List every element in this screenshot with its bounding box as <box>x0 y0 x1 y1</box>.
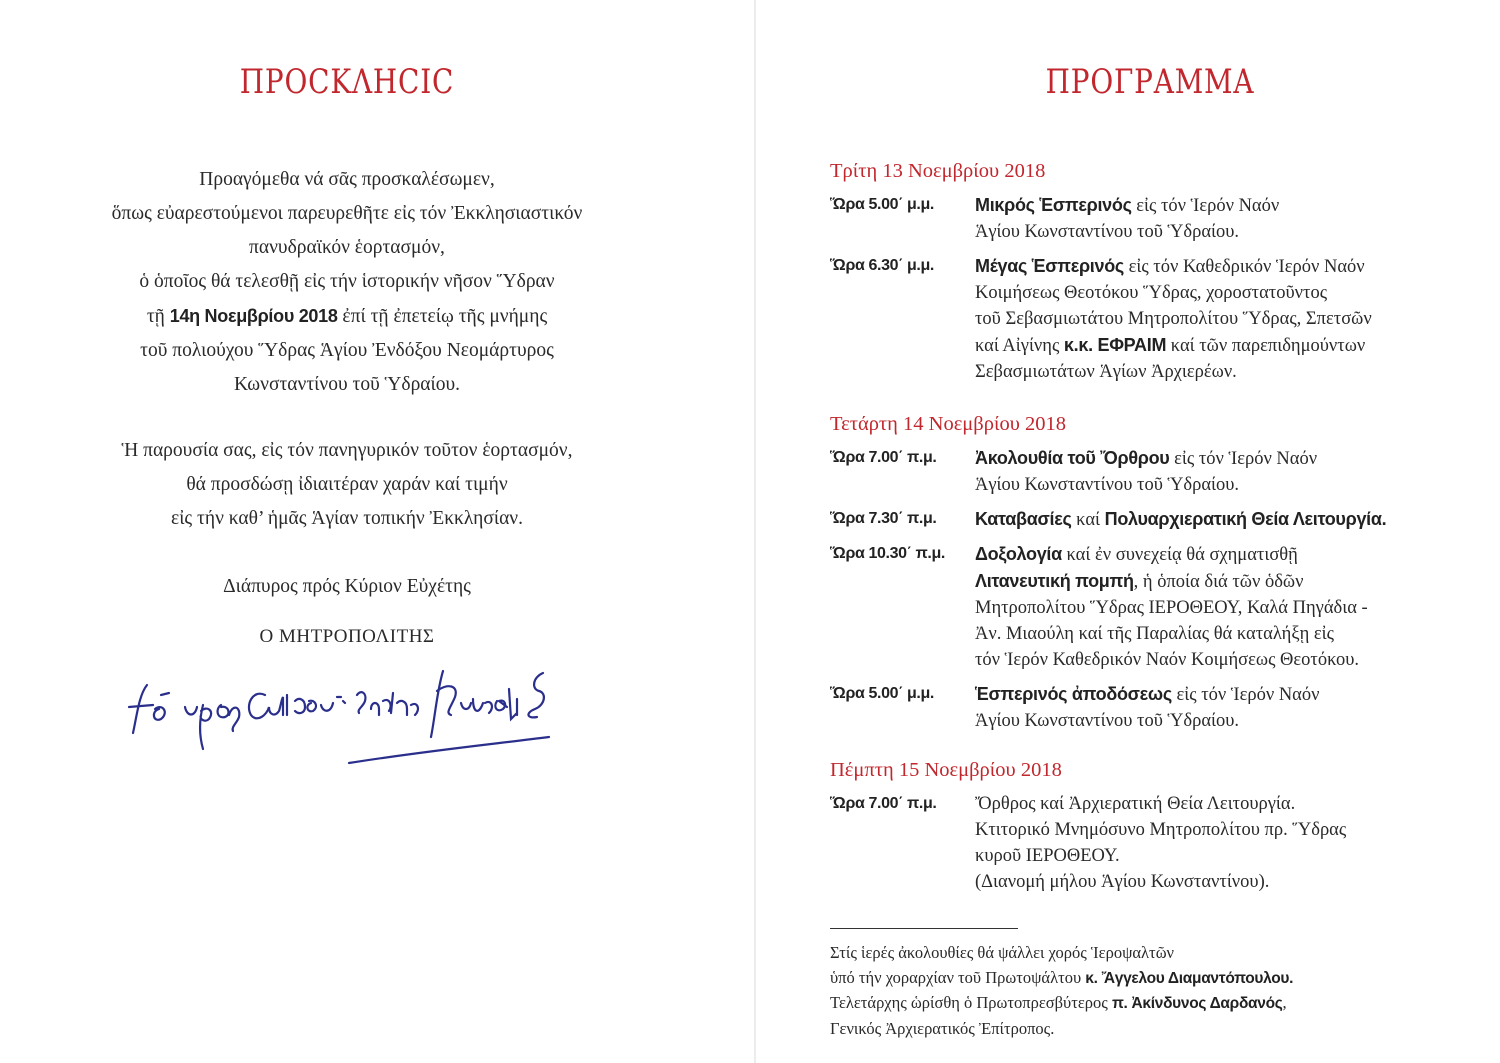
text-line <box>975 621 1450 647</box>
text-segment: Προαγόμεθα νά σᾶς προσκαλέσωμεν, <box>199 169 495 190</box>
text-line <box>975 192 1450 219</box>
text-segment: Κοιμήσεως Θεοτόκου Ὕδρας, χοροστατοῦντος <box>975 283 1328 303</box>
text-segment: ὁ ὁποῖος θά τελεσθῇ εἰς τήν ἱστορικήν νῆσον Ὕδραν <box>139 271 555 292</box>
bold-text: κ.κ. ΕΦΡΑΙΜ <box>1063 335 1167 355</box>
text-line <box>830 991 1293 1017</box>
event-time: Ὥρα 6.30΄ μ.μ. <box>830 257 934 274</box>
signatory: Ο ΜΗΤΡΟΠΟΛΙΤΗΣ <box>259 626 435 647</box>
text-segment: ἐπί τῇ ἐπετείῳ τῆς μνήμης <box>337 306 548 327</box>
day-heading: Τετάρτη 14 Νοεμβρίου 2018 <box>830 413 1066 435</box>
text-line <box>975 843 1450 869</box>
text-segment: εἰς τήν καθ’ ἡμᾶς Ἁγίαν τοπικήν Ἐκκλησίαν. <box>171 508 523 529</box>
event-row <box>830 791 1450 895</box>
bold-text: Δοξολογία <box>975 544 1062 564</box>
bold-text: Ἑσπερινός ἀποδόσεως <box>975 684 1172 704</box>
text-line <box>975 817 1450 843</box>
text-segment: καί ἐν συνεχείᾳ θά σχηματισθῇ <box>1061 545 1298 565</box>
footnote <box>830 941 1293 1041</box>
event-time: Ὥρα 7.30΄ π.μ. <box>830 510 937 527</box>
closing-line: Διάπυρος πρός Κύριον Εὐχέτης <box>223 576 471 597</box>
text-segment: Σεβασμιωτάτων Ἁγίων Ἀρχιερέων. <box>975 362 1237 382</box>
day-heading: Τρίτη 13 Νοεμβρίου 2018 <box>830 160 1046 182</box>
text-line <box>0 502 694 536</box>
bold-text: Λιτανευτική πομπή <box>975 571 1134 591</box>
event-description <box>975 192 1450 245</box>
event-row <box>830 541 1450 673</box>
text-segment: Μητροπολίτου Ὕδρας ΙΕΡΟΘΕΟΥ, Καλά Πηγάδια - <box>975 598 1368 618</box>
text-line <box>0 163 694 197</box>
text-line <box>830 966 1293 992</box>
event-row <box>830 681 1450 734</box>
text-line <box>975 472 1450 498</box>
day-heading: Πέμπτη 15 Νοεμβρίου 2018 <box>830 759 1062 781</box>
text-segment: πανυδραϊκόν ἑορτασμόν, <box>249 237 445 258</box>
text-segment: τῇ <box>146 306 170 327</box>
text-segment: εἰς τόν Καθεδρικόν Ἱερόν Ναόν <box>1123 257 1365 277</box>
bold-text: Ἀκολουθία τοῦ Ὄρθρου <box>975 448 1170 468</box>
text-line <box>975 332 1450 359</box>
event-time: Ὥρα 5.00΄ μ.μ. <box>830 196 934 213</box>
text-segment: (Διανομή μήλου Ἁγίου Κωνσταντίνου). <box>975 872 1270 892</box>
event-time: Ὥρα 10.30΄ π.μ. <box>830 545 945 562</box>
invitation-paragraph-2 <box>0 434 694 536</box>
text-segment: τοῦ πολιούχου Ὕδρας Ἁγίου Ἐνδόξου Νεομάρτυρος <box>140 340 554 361</box>
bold-text: κ. Ἄγγελου Διαμαντόπουλου. <box>1085 969 1294 987</box>
handwritten-signature <box>125 665 565 775</box>
text-line <box>0 434 694 468</box>
text-line <box>0 265 694 299</box>
event-description <box>975 541 1450 673</box>
day-section <box>830 757 1450 903</box>
text-segment: τοῦ Σεβασμιωτάτου Μητροπολίτου Ὕδρας, Σπετσῶν <box>975 309 1372 329</box>
text-line <box>975 595 1450 621</box>
text-line <box>975 791 1450 817</box>
bold-text: Καταβασίες <box>975 509 1072 529</box>
text-segment: Ἁγίου Κωνσταντίνου τοῦ Ὑδραίου. <box>975 475 1240 495</box>
event-row <box>830 445 1450 498</box>
text-segment: Ἡ παρουσία σας, εἰς τόν πανηγυρικόν τοῦτον ἑορτασμόν, <box>121 440 573 461</box>
bold-text: π. Ἀκίνδυνος Δαρδανός <box>1111 995 1283 1012</box>
text-segment: Ἀν. Μιαούλη καί τῆς Παραλίας θά καταλήξῃ εἰς <box>975 624 1334 644</box>
text-segment: εἰς τόν Ἱερόν Ναόν <box>1131 196 1280 216</box>
text-line <box>975 541 1450 568</box>
text-line <box>975 253 1450 280</box>
text-segment: καί <box>1071 510 1105 530</box>
text-segment: θά προσδώσῃ ἰδιαιτέραν χαράν καί τιμήν <box>186 474 508 495</box>
text-segment: , ἡ ὁποία διά τῶν ὁδῶν <box>1133 572 1304 592</box>
bold-text: 14η Νοεμβρίου 2018 <box>169 306 338 326</box>
text-segment: , <box>1282 993 1287 1012</box>
text-line <box>830 1017 1293 1042</box>
text-line <box>830 941 1293 966</box>
text-line <box>975 681 1450 708</box>
text-line <box>975 506 1450 533</box>
event-row <box>830 253 1450 385</box>
text-line <box>975 708 1450 734</box>
page-fold <box>754 0 756 1063</box>
text-line <box>975 219 1450 245</box>
text-segment: καί Αἰγίνης <box>975 336 1064 356</box>
event-description <box>975 253 1450 385</box>
event-row <box>830 506 1450 533</box>
text-segment: καί τῶν παρεπιδημούντων <box>1166 336 1366 356</box>
event-time: Ὥρα 5.00΄ μ.μ. <box>830 685 934 702</box>
event-description <box>975 445 1450 498</box>
program-title: ΠΡΟΓΡΑΜΜΑ <box>1045 62 1255 102</box>
text-line <box>0 231 694 265</box>
text-line <box>975 280 1450 306</box>
event-row <box>830 192 1450 245</box>
text-line <box>0 299 694 334</box>
event-description <box>975 506 1450 533</box>
text-segment: Γενικός Ἀρχιερατικός Ἐπίτροπος. <box>830 1018 1055 1038</box>
text-segment: κυροῦ ΙΕΡΟΘΕΟΥ. <box>975 846 1120 866</box>
text-segment: ὅπως εὐαρεστούμενοι παρευρεθῆτε εἰς τόν Ἐκκλησιαστικόν <box>111 203 583 224</box>
text-line <box>0 197 694 231</box>
text-line <box>975 568 1450 595</box>
text-line <box>0 368 694 402</box>
day-section <box>830 158 1450 393</box>
text-segment: Τελετάρχης ὡρίσθη ὁ Πρωτοπρεσβύτερος <box>830 993 1112 1012</box>
text-line <box>975 647 1450 673</box>
day-section <box>830 411 1450 742</box>
event-description <box>975 791 1450 895</box>
text-line <box>975 306 1450 332</box>
text-segment: Στίς ἱερές ἀκολουθίες θά ψάλλει χορός Ἱεροψαλτῶν <box>830 943 1175 962</box>
invitation-title: ΠΡΟϹΚΛΗϹΙϹ <box>239 62 455 102</box>
event-time: Ὥρα 7.00΄ π.μ. <box>830 795 937 812</box>
text-segment: τόν Ἱερόν Καθεδρικόν Ναόν Κοιμήσεως Θεοτόκου. <box>975 650 1360 670</box>
text-segment: εἰς τόν Ἱερόν Ναόν <box>1169 449 1318 469</box>
text-line <box>0 468 694 502</box>
text-segment: ὑπό τήν χοραρχίαν τοῦ Πρωτοψάλτου <box>830 967 1086 987</box>
bold-text: Μικρός Ἑσπερινός <box>975 195 1132 215</box>
event-time: Ὥρα 7.00΄ π.μ. <box>830 449 937 466</box>
text-line <box>975 359 1450 385</box>
text-segment: Ἁγίου Κωνσταντίνου τοῦ Ὑδραίου. <box>975 711 1240 731</box>
invitation-paragraph-1 <box>0 163 694 402</box>
text-line <box>975 869 1450 895</box>
bold-text: Μέγας Ἑσπερινός <box>975 256 1124 276</box>
footnote-divider <box>830 928 1018 929</box>
text-line <box>975 445 1450 472</box>
bold-text: Πολυαρχιερατική Θεία Λειτουργία. <box>1104 509 1387 529</box>
text-segment: Ἁγίου Κωνσταντίνου τοῦ Ὑδραίου. <box>975 222 1240 242</box>
text-segment: εἰς τόν Ἱερόν Ναόν <box>1171 685 1320 705</box>
text-line <box>0 334 694 368</box>
text-segment: Κωνσταντίνου τοῦ Ὑδραίου. <box>233 374 461 395</box>
text-segment: Ὄρθρος καί Ἀρχιερατική Θεία Λειτουργία. <box>975 794 1296 814</box>
text-segment: Κτιτορικό Μνημόσυνο Μητροπολίτου πρ. Ὕδρας <box>975 820 1347 840</box>
event-description <box>975 681 1450 734</box>
